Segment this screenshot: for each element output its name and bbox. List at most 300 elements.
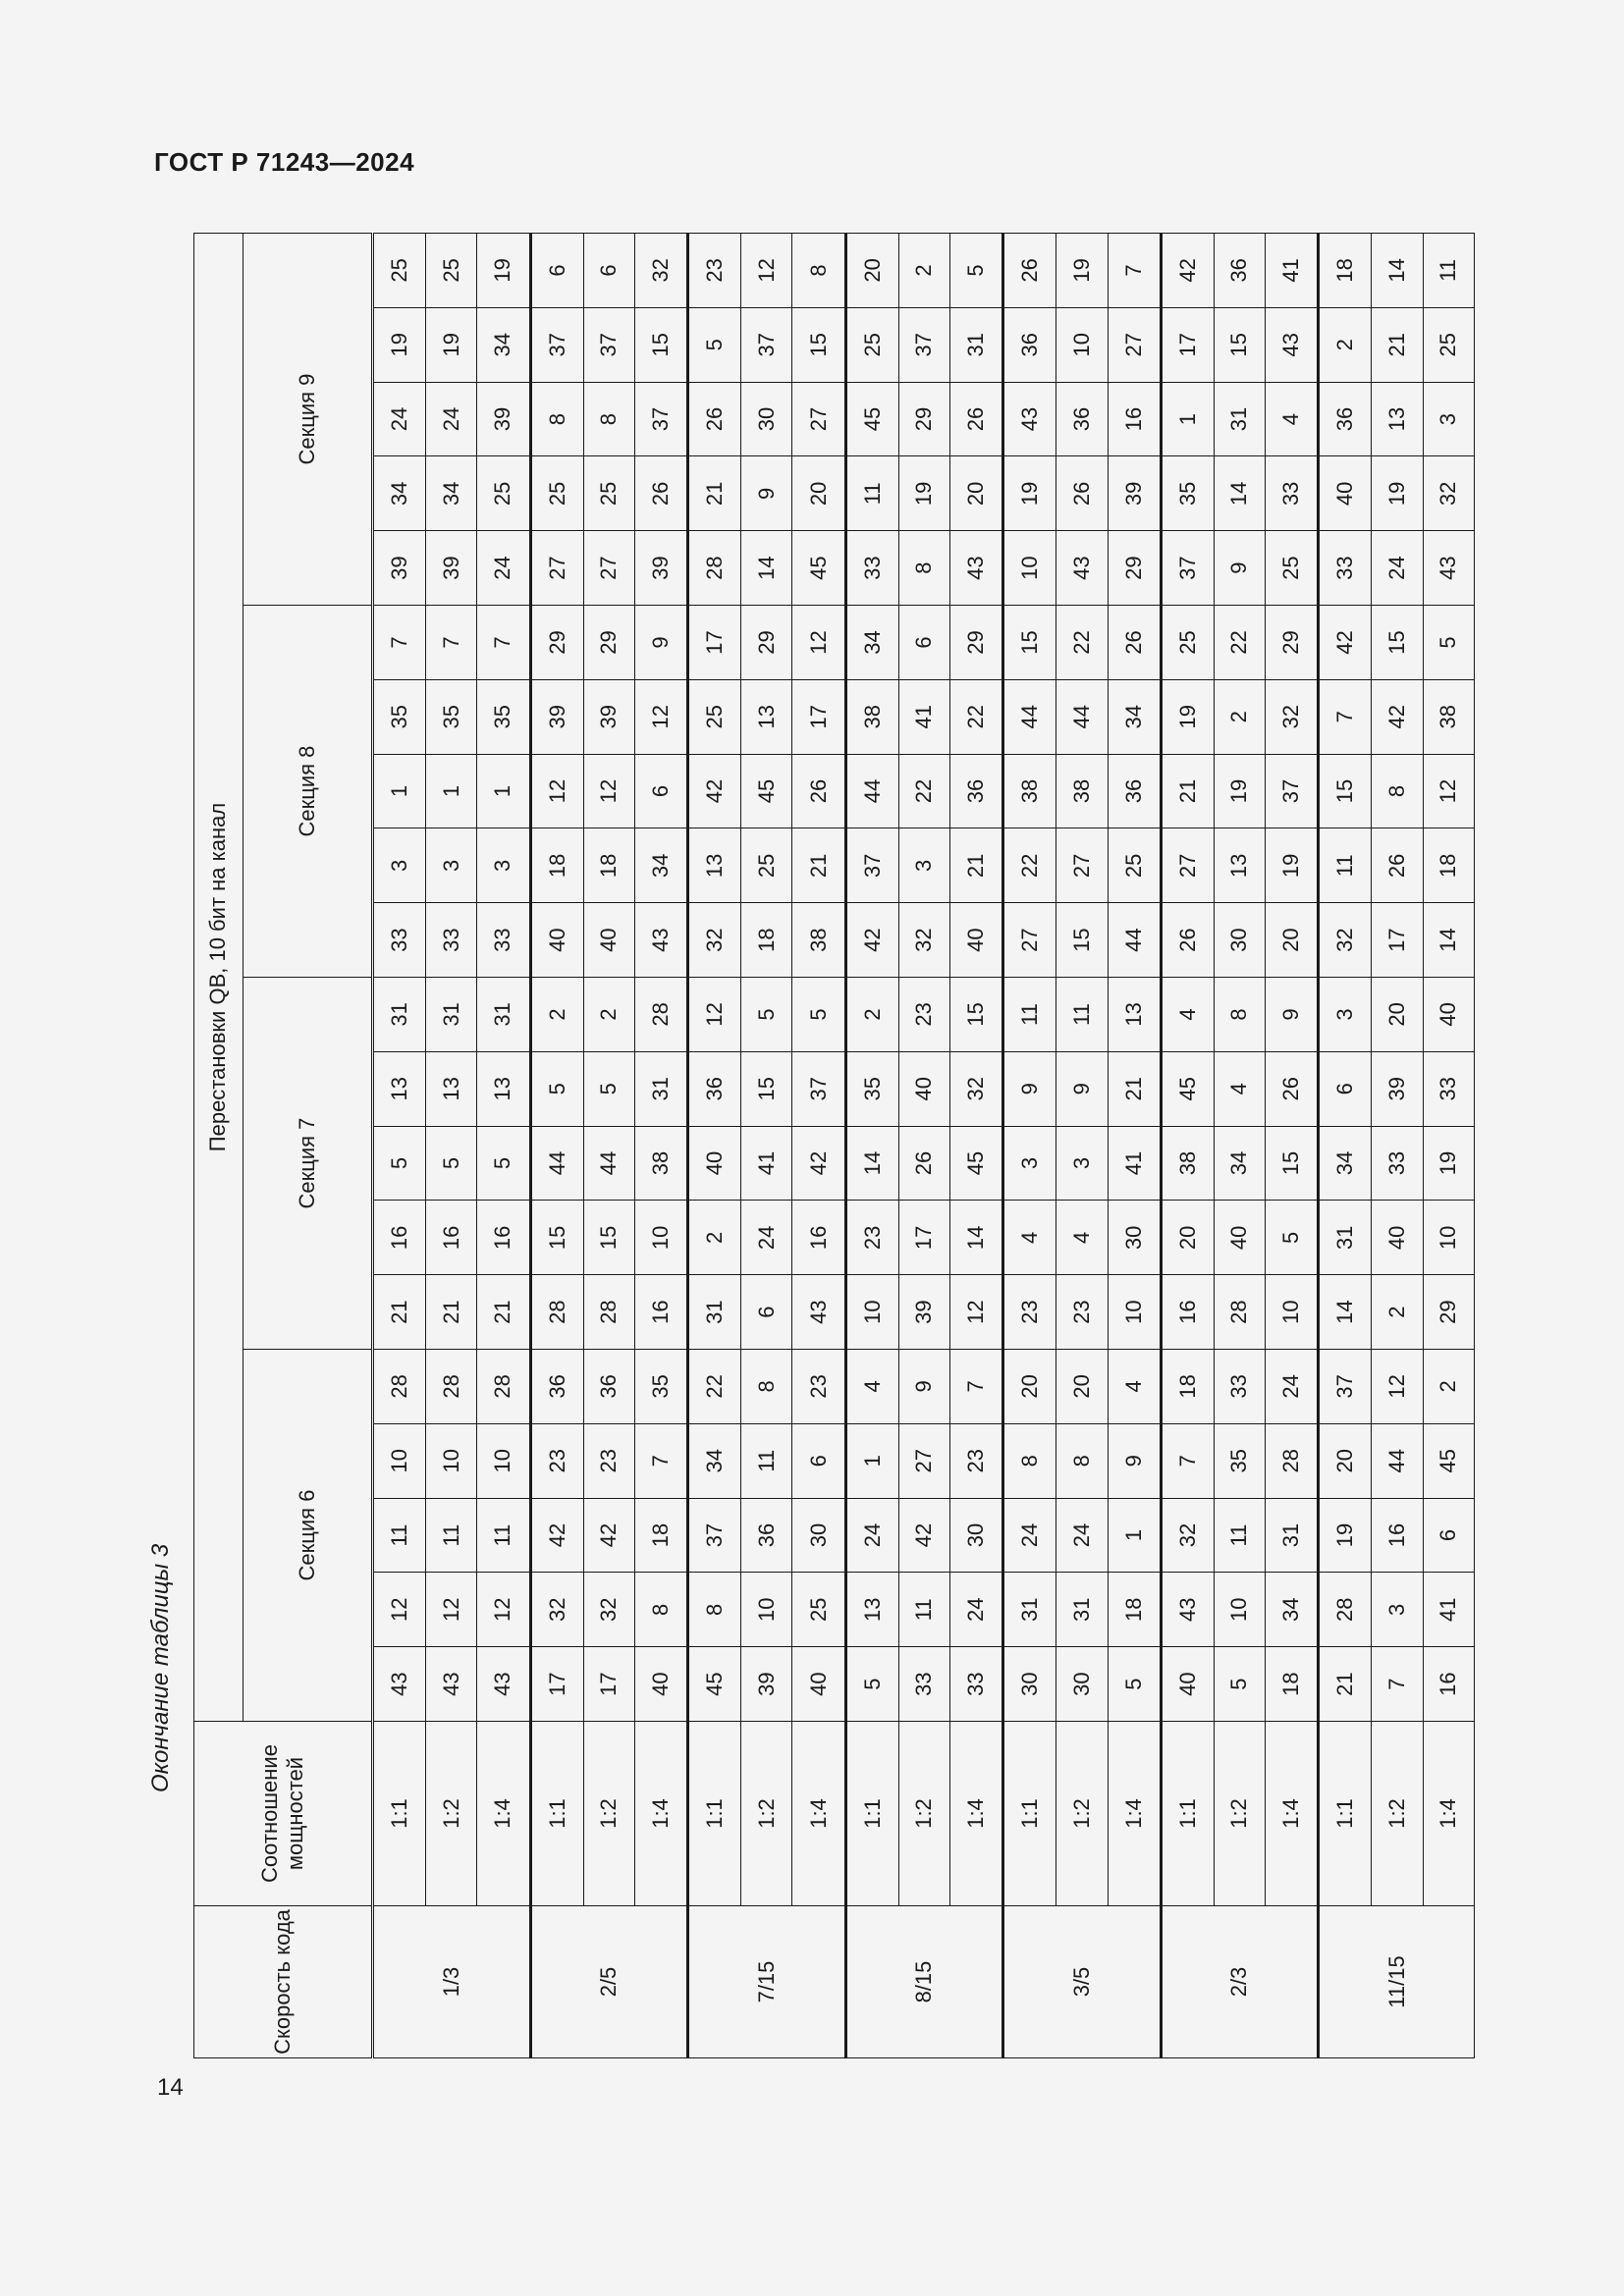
- value-cell: 8: [1003, 1423, 1056, 1498]
- value-cell: 19: [1423, 1126, 1474, 1201]
- rotated-table-container: [193, 233, 1475, 2058]
- value-cell: 6: [792, 1423, 845, 1498]
- power-ratio-cell: 1:2: [1056, 1722, 1108, 1906]
- value-cell: 26: [1161, 903, 1214, 978]
- power-ratio-cell: 1:1: [1319, 1722, 1372, 1906]
- value-cell: 34: [688, 1423, 741, 1498]
- value-cell: 23: [530, 1423, 583, 1498]
- value-cell: 16: [634, 1275, 687, 1350]
- value-cell: 44: [583, 1126, 634, 1201]
- value-cell: 35: [1161, 456, 1214, 531]
- value-cell: 14: [1214, 456, 1265, 531]
- value-cell: 3: [1372, 1573, 1423, 1647]
- value-cell: 27: [1108, 307, 1161, 382]
- value-cell: 11: [1003, 978, 1056, 1052]
- value-cell: 33: [949, 1647, 1002, 1722]
- power-ratio-cell: 1:4: [949, 1722, 1002, 1906]
- value-cell: 37: [792, 1051, 845, 1126]
- value-cell: 18: [583, 828, 634, 903]
- value-cell: 37: [1319, 1350, 1372, 1424]
- permutation-table: [193, 233, 1475, 2058]
- value-cell: 18: [1266, 1647, 1319, 1722]
- value-cell: 4: [1214, 1051, 1265, 1126]
- value-cell: 10: [1423, 1201, 1474, 1275]
- value-cell: 34: [1319, 1126, 1372, 1201]
- value-cell: 33: [1423, 1051, 1474, 1126]
- value-cell: 28: [634, 978, 687, 1052]
- value-cell: 32: [1161, 1498, 1214, 1573]
- value-cell: 28: [1214, 1275, 1265, 1350]
- value-cell: 13: [1214, 828, 1265, 903]
- value-cell: 42: [1161, 234, 1214, 308]
- value-cell: 29: [741, 606, 792, 680]
- power-ratio-cell: 1:4: [634, 1722, 687, 1906]
- value-cell: 13: [426, 1051, 477, 1126]
- value-cell: 12: [373, 1573, 426, 1647]
- value-cell: 8: [741, 1350, 792, 1424]
- value-cell: 19: [1372, 456, 1423, 531]
- value-cell: 15: [741, 1051, 792, 1126]
- value-cell: 37: [741, 307, 792, 382]
- header-section-7: Секция 7: [244, 978, 373, 1350]
- value-cell: 31: [1003, 1573, 1056, 1647]
- value-cell: 26: [792, 754, 845, 828]
- value-cell: 11: [1423, 234, 1474, 308]
- value-cell: 32: [1266, 679, 1319, 754]
- value-cell: 40: [688, 1126, 741, 1201]
- value-cell: 18: [634, 1498, 687, 1573]
- value-cell: 31: [1266, 1498, 1319, 1573]
- value-cell: 45: [741, 754, 792, 828]
- value-cell: 19: [1161, 679, 1214, 754]
- value-cell: 31: [477, 978, 530, 1052]
- value-cell: 5: [741, 978, 792, 1052]
- value-cell: 42: [583, 1498, 634, 1573]
- value-cell: 22: [1214, 606, 1265, 680]
- value-cell: 36: [688, 1051, 741, 1126]
- value-cell: 40: [1372, 1201, 1423, 1275]
- table-row: [530, 234, 583, 2058]
- value-cell: 17: [530, 1647, 583, 1722]
- value-cell: 13: [1108, 978, 1161, 1052]
- value-cell: 7: [634, 1423, 687, 1498]
- value-cell: 11: [898, 1573, 949, 1647]
- table-row: [583, 234, 634, 2058]
- value-cell: 30: [1214, 903, 1265, 978]
- power-ratio-cell: 1:4: [792, 1722, 845, 1906]
- value-cell: 43: [634, 903, 687, 978]
- value-cell: 21: [688, 456, 741, 531]
- value-cell: 25: [688, 679, 741, 754]
- value-cell: 2: [1319, 307, 1372, 382]
- table-body: [373, 234, 1475, 2058]
- value-cell: 25: [583, 456, 634, 531]
- value-cell: 27: [530, 531, 583, 606]
- value-cell: 21: [373, 1275, 426, 1350]
- value-cell: 7: [1161, 1423, 1214, 1498]
- value-cell: 44: [845, 754, 898, 828]
- value-cell: 39: [477, 382, 530, 456]
- value-cell: 29: [1423, 1275, 1474, 1350]
- value-cell: 40: [1423, 978, 1474, 1052]
- value-cell: 7: [1319, 679, 1372, 754]
- value-cell: 2: [583, 978, 634, 1052]
- value-cell: 26: [898, 1126, 949, 1201]
- value-cell: 12: [426, 1573, 477, 1647]
- power-ratio-cell: 1:2: [741, 1722, 792, 1906]
- value-cell: 45: [845, 382, 898, 456]
- document-code: ГОСТ Р 71243—2024: [154, 147, 415, 177]
- value-cell: 32: [949, 1051, 1002, 1126]
- power-ratio-cell: 1:2: [426, 1722, 477, 1906]
- value-cell: 16: [1423, 1647, 1474, 1722]
- value-cell: 34: [1108, 679, 1161, 754]
- value-cell: 20: [1266, 903, 1319, 978]
- value-cell: 37: [1161, 531, 1214, 606]
- value-cell: 26: [1056, 456, 1108, 531]
- value-cell: 20: [1372, 978, 1423, 1052]
- value-cell: 27: [1161, 828, 1214, 903]
- value-cell: 38: [1161, 1126, 1214, 1201]
- value-cell: 40: [1214, 1201, 1265, 1275]
- value-cell: 4: [1056, 1201, 1108, 1275]
- value-cell: 39: [741, 1647, 792, 1722]
- value-cell: 18: [741, 903, 792, 978]
- value-cell: 26: [949, 382, 1002, 456]
- value-cell: 39: [1108, 456, 1161, 531]
- value-cell: 7: [1108, 234, 1161, 308]
- value-cell: 24: [1372, 531, 1423, 606]
- value-cell: 12: [1423, 754, 1474, 828]
- value-cell: 33: [1266, 456, 1319, 531]
- value-cell: 18: [1161, 1350, 1214, 1424]
- value-cell: 15: [1266, 1126, 1319, 1201]
- value-cell: 36: [1003, 307, 1056, 382]
- value-cell: 41: [741, 1126, 792, 1201]
- value-cell: 25: [1161, 606, 1214, 680]
- value-cell: 41: [1108, 1126, 1161, 1201]
- value-cell: 32: [688, 903, 741, 978]
- value-cell: 39: [373, 531, 426, 606]
- header-section-9: Секция 9: [244, 234, 373, 606]
- code-rate-cell: 8/15: [845, 1906, 1003, 2058]
- value-cell: 16: [1161, 1275, 1214, 1350]
- value-cell: 30: [1056, 1647, 1108, 1722]
- value-cell: 26: [1372, 828, 1423, 903]
- value-cell: 38: [1003, 754, 1056, 828]
- value-cell: 10: [1108, 1275, 1161, 1350]
- value-cell: 15: [530, 1201, 583, 1275]
- value-cell: 31: [1214, 382, 1265, 456]
- value-cell: 33: [373, 903, 426, 978]
- value-cell: 45: [688, 1647, 741, 1722]
- value-cell: 16: [373, 1201, 426, 1275]
- value-cell: 35: [845, 1051, 898, 1126]
- value-cell: 22: [688, 1350, 741, 1424]
- value-cell: 9: [1108, 1423, 1161, 1498]
- value-cell: 35: [477, 679, 530, 754]
- value-cell: 12: [583, 754, 634, 828]
- value-cell: 8: [530, 382, 583, 456]
- value-cell: 11: [373, 1498, 426, 1573]
- value-cell: 21: [1108, 1051, 1161, 1126]
- value-cell: 5: [477, 1126, 530, 1201]
- value-cell: 33: [898, 1647, 949, 1722]
- value-cell: 9: [1214, 531, 1265, 606]
- value-cell: 19: [477, 234, 530, 308]
- value-cell: 18: [1423, 828, 1474, 903]
- value-cell: 28: [530, 1275, 583, 1350]
- value-cell: 28: [373, 1350, 426, 1424]
- value-cell: 6: [898, 606, 949, 680]
- power-ratio-cell: 1:1: [373, 1722, 426, 1906]
- value-cell: 38: [845, 679, 898, 754]
- value-cell: 43: [1423, 531, 1474, 606]
- value-cell: 32: [898, 903, 949, 978]
- value-cell: 10: [477, 1423, 530, 1498]
- value-cell: 20: [1056, 1350, 1108, 1424]
- power-ratio-cell: 1:1: [1161, 1722, 1214, 1906]
- value-cell: 42: [1319, 606, 1372, 680]
- value-cell: 24: [1056, 1498, 1108, 1573]
- value-cell: 17: [1161, 307, 1214, 382]
- value-cell: 1: [477, 754, 530, 828]
- value-cell: 2: [898, 234, 949, 308]
- value-cell: 12: [688, 978, 741, 1052]
- value-cell: 19: [1319, 1498, 1372, 1573]
- value-cell: 5: [1266, 1201, 1319, 1275]
- value-cell: 23: [898, 978, 949, 1052]
- power-ratio-cell: 1:4: [1266, 1722, 1319, 1906]
- value-cell: 43: [426, 1647, 477, 1722]
- value-cell: 23: [949, 1423, 1002, 1498]
- value-cell: 41: [1266, 234, 1319, 308]
- value-cell: 25: [741, 828, 792, 903]
- value-cell: 15: [1372, 606, 1423, 680]
- value-cell: 7: [1372, 1647, 1423, 1722]
- value-cell: 35: [373, 679, 426, 754]
- value-cell: 31: [1056, 1573, 1108, 1647]
- value-cell: 32: [583, 1573, 634, 1647]
- value-cell: 25: [373, 234, 426, 308]
- value-cell: 33: [477, 903, 530, 978]
- value-cell: 24: [373, 382, 426, 456]
- code-rate-cell: 2/3: [1161, 1906, 1319, 2058]
- value-cell: 6: [634, 754, 687, 828]
- value-cell: 26: [634, 456, 687, 531]
- value-cell: 6: [1319, 1051, 1372, 1126]
- header-section-6: Секция 6: [244, 1350, 373, 1722]
- value-cell: 27: [792, 382, 845, 456]
- value-cell: 5: [792, 978, 845, 1052]
- value-cell: 21: [792, 828, 845, 903]
- value-cell: 36: [530, 1350, 583, 1424]
- value-cell: 28: [688, 531, 741, 606]
- value-cell: 37: [530, 307, 583, 382]
- value-cell: 15: [583, 1201, 634, 1275]
- value-cell: 10: [1056, 307, 1108, 382]
- value-cell: 40: [583, 903, 634, 978]
- value-cell: 24: [1003, 1498, 1056, 1573]
- value-cell: 8: [688, 1573, 741, 1647]
- table-row: [1423, 234, 1474, 2058]
- value-cell: 42: [530, 1498, 583, 1573]
- value-cell: 34: [845, 606, 898, 680]
- value-cell: 6: [1423, 1498, 1474, 1573]
- value-cell: 10: [373, 1423, 426, 1498]
- value-cell: 19: [1003, 456, 1056, 531]
- power-ratio-cell: 1:1: [688, 1722, 741, 1906]
- value-cell: 17: [583, 1647, 634, 1722]
- value-cell: 27: [898, 1423, 949, 1498]
- power-ratio-cell: 1:1: [845, 1722, 898, 1906]
- value-cell: 39: [530, 679, 583, 754]
- value-cell: 19: [1266, 828, 1319, 903]
- value-cell: 4: [1108, 1350, 1161, 1424]
- value-cell: 12: [1372, 1350, 1423, 1424]
- code-rate-cell: 1/3: [373, 1906, 531, 2058]
- table-row: [1266, 234, 1319, 2058]
- value-cell: 23: [1056, 1275, 1108, 1350]
- value-cell: 15: [1319, 754, 1372, 828]
- value-cell: 41: [898, 679, 949, 754]
- value-cell: 5: [373, 1126, 426, 1201]
- value-cell: 31: [634, 1051, 687, 1126]
- value-cell: 5: [688, 307, 741, 382]
- value-cell: 35: [634, 1350, 687, 1424]
- value-cell: 34: [477, 307, 530, 382]
- value-cell: 14: [845, 1126, 898, 1201]
- value-cell: 29: [1108, 531, 1161, 606]
- table-row: [1161, 234, 1214, 2058]
- value-cell: 30: [1003, 1647, 1056, 1722]
- value-cell: 43: [373, 1647, 426, 1722]
- value-cell: 4: [1003, 1201, 1056, 1275]
- value-cell: 3: [1056, 1126, 1108, 1201]
- value-cell: 2: [1214, 679, 1265, 754]
- value-cell: 29: [949, 606, 1002, 680]
- value-cell: 5: [949, 234, 1002, 308]
- power-ratio-cell: 1:2: [898, 1722, 949, 1906]
- value-cell: 17: [1372, 903, 1423, 978]
- value-cell: 13: [477, 1051, 530, 1126]
- value-cell: 37: [845, 828, 898, 903]
- value-cell: 12: [792, 606, 845, 680]
- value-cell: 1: [845, 1423, 898, 1498]
- value-cell: 44: [1003, 679, 1056, 754]
- power-ratio-cell: 1:1: [1003, 1722, 1056, 1906]
- value-cell: 30: [792, 1498, 845, 1573]
- value-cell: 10: [1266, 1275, 1319, 1350]
- value-cell: 19: [373, 307, 426, 382]
- value-cell: 3: [1319, 978, 1372, 1052]
- value-cell: 36: [1214, 234, 1265, 308]
- value-cell: 3: [477, 828, 530, 903]
- value-cell: 15: [949, 978, 1002, 1052]
- table-row: [1319, 234, 1372, 2058]
- value-cell: 18: [1108, 1573, 1161, 1647]
- value-cell: 40: [1161, 1647, 1214, 1722]
- header-qb-permutations: Перестановки QB, 10 бит на канал: [194, 234, 244, 1722]
- value-cell: 34: [426, 456, 477, 531]
- value-cell: 42: [688, 754, 741, 828]
- value-cell: 34: [634, 828, 687, 903]
- value-cell: 4: [1161, 978, 1214, 1052]
- power-ratio-cell: 1:1: [530, 1722, 583, 1906]
- value-cell: 5: [845, 1647, 898, 1722]
- value-cell: 43: [1161, 1573, 1214, 1647]
- value-cell: 2: [688, 1201, 741, 1275]
- value-cell: 3: [1003, 1126, 1056, 1201]
- value-cell: 40: [792, 1647, 845, 1722]
- value-cell: 30: [741, 382, 792, 456]
- value-cell: 2: [1372, 1275, 1423, 1350]
- value-cell: 27: [583, 531, 634, 606]
- value-cell: 14: [1319, 1275, 1372, 1350]
- value-cell: 25: [530, 456, 583, 531]
- power-ratio-cell: 1:4: [1108, 1722, 1161, 1906]
- table-row: [373, 234, 426, 2058]
- value-cell: 23: [845, 1201, 898, 1275]
- value-cell: 45: [949, 1126, 1002, 1201]
- value-cell: 11: [1214, 1498, 1265, 1573]
- table-row: [741, 234, 792, 2058]
- value-cell: 10: [1003, 531, 1056, 606]
- value-cell: 9: [741, 456, 792, 531]
- value-cell: 16: [1108, 382, 1161, 456]
- value-cell: 5: [1214, 1647, 1265, 1722]
- value-cell: 14: [1372, 234, 1423, 308]
- value-cell: 28: [477, 1350, 530, 1424]
- value-cell: 33: [1372, 1126, 1423, 1201]
- value-cell: 36: [1319, 382, 1372, 456]
- table-row: [426, 234, 477, 2058]
- value-cell: 26: [1266, 1051, 1319, 1126]
- value-cell: 34: [1214, 1126, 1265, 1201]
- value-cell: 36: [1108, 754, 1161, 828]
- value-cell: 9: [1003, 1051, 1056, 1126]
- value-cell: 29: [530, 606, 583, 680]
- value-cell: 11: [1319, 828, 1372, 903]
- value-cell: 16: [426, 1201, 477, 1275]
- value-cell: 33: [845, 531, 898, 606]
- value-cell: 21: [1319, 1647, 1372, 1722]
- value-cell: 42: [898, 1498, 949, 1573]
- value-cell: 36: [583, 1350, 634, 1424]
- value-cell: 28: [1266, 1423, 1319, 1498]
- value-cell: 44: [1056, 679, 1108, 754]
- value-cell: 20: [1003, 1350, 1056, 1424]
- value-cell: 21: [1372, 307, 1423, 382]
- value-cell: 24: [845, 1498, 898, 1573]
- value-cell: 4: [845, 1350, 898, 1424]
- power-ratio-cell: 1:4: [477, 1722, 530, 1906]
- value-cell: 37: [898, 307, 949, 382]
- value-cell: 14: [949, 1201, 1002, 1275]
- value-cell: 25: [477, 456, 530, 531]
- value-cell: 6: [583, 234, 634, 308]
- value-cell: 24: [949, 1573, 1002, 1647]
- value-cell: 28: [1319, 1573, 1372, 1647]
- value-cell: 32: [1319, 903, 1372, 978]
- value-cell: 6: [530, 234, 583, 308]
- value-cell: 2: [1423, 1350, 1474, 1424]
- value-cell: 44: [1372, 1423, 1423, 1498]
- value-cell: 35: [426, 679, 477, 754]
- value-cell: 1: [426, 754, 477, 828]
- value-cell: 9: [1056, 1051, 1108, 1126]
- value-cell: 1: [1108, 1498, 1161, 1573]
